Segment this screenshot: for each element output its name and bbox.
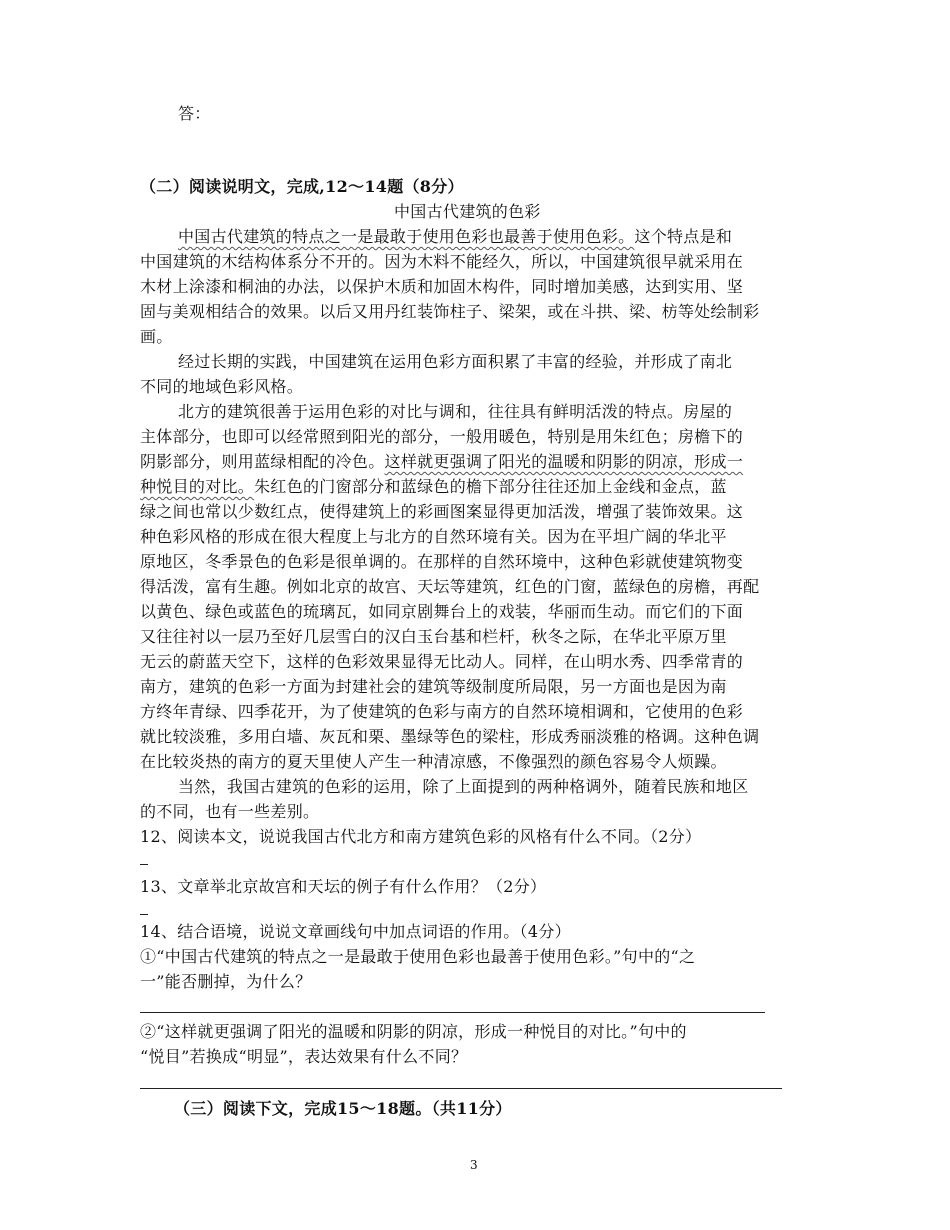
paragraph-3-line-12: 南方，建筑的色彩一方面为封建社会的建筑等级制度所局限，另一方面也是因为南 <box>140 677 727 696</box>
paragraph-4-line-2: 的不同，也有一些差别。 <box>140 802 320 821</box>
paragraph-3-line-2: 主体部分，也即可以经常照到阳光的部分，一般用暖色，特别是用朱红色；房檐下的 <box>140 427 744 446</box>
underlined-sentence-1: 中国古代建筑的特点之一是最敢于使用色彩也最善于使用色彩。 <box>178 227 635 246</box>
section3-heading: （三）阅读下文，完成15～18题。（共11分） <box>174 1099 512 1118</box>
answer-label: 答： <box>178 104 211 123</box>
paragraph-1-line-1: 中国古代建筑的特点之一是最敢于使用色彩也最善于使用色彩。这个特点是和 <box>178 227 733 246</box>
paragraph-3-line-4: 种悦目的对比。朱红色的门窗部分和蓝绿色的檐下部分往往还加上金线和金点，蓝 <box>140 477 727 496</box>
paragraph-3-line-3: 阴影部分，则用蓝绿相配的冷色。这样就更强调了阳光的温暖和阴影的阴凉，形成一 <box>140 452 744 471</box>
underlined-sentence-2a: 这样就更强调了阳光的温暖和阴影的阴凉，形成一 <box>384 452 744 471</box>
paragraph-3-line-7: 原地区，冬季景色的色彩是很单调的。在那样的自然环境中，这种色彩就使建筑物变 <box>140 552 744 571</box>
question-14: 14、结合语境，说说文章画线句中加点词语的作用。（4分） <box>140 922 571 941</box>
paragraph-3-line-13: 方终年青绿、四季花开，为了使建筑的色彩与南方的自然环境相调和，它使用的色彩 <box>140 702 744 721</box>
question-14-1-line-2: 一”能否删掉，为什么？ <box>140 972 312 991</box>
answer-blank-12[interactable] <box>140 864 148 865</box>
question-14-2-line-1: ②“这样就更强调了阳光的温暖和阴影的阴凉，形成一种悦目的对比。”句中的 <box>140 1022 687 1041</box>
paragraph-1-line-2: 中国建筑的木结构体系分不开的。因为木料不能经久，所以，中国建筑很早就采用在 <box>140 252 744 271</box>
question-14-2-line-2: “悦目”若换成“明显”，表达效果有什么不同？ <box>140 1047 468 1066</box>
paragraph-3-line-1: 北方的建筑很善于运用色彩的对比与调和，往往具有鲜明活泼的特点。房屋的 <box>178 402 733 421</box>
paragraph-3-line-6: 种色彩风格的形成在很大程度上与北方的自然环境有关。因为在平坦广阔的华北平 <box>140 527 727 546</box>
question-14-1-line-1: ①“中国古代建筑的特点之一是最敢于使用色彩也最善于使用色彩。”句中的“之 <box>140 947 696 966</box>
answer-line-14-1[interactable] <box>140 1012 765 1013</box>
paragraph-3-line-8: 得活泼，富有生趣。例如北京的故宫、天坛等建筑，红色的门窗，蓝绿色的房檐，再配 <box>140 577 760 596</box>
paragraph-1-line-3: 木材上涂漆和桐油的办法，以保护木质和加固木构件，同时增加美感，达到实用、坚 <box>140 277 744 296</box>
answer-line-14-2[interactable] <box>140 1088 782 1089</box>
section2-heading: （二）阅读说明文，完成,12～14题（8分） <box>140 177 464 196</box>
paragraph-3-line-14: 就比较淡雅，多用白墙、灰瓦和栗、墨绿等色的梁柱，形成秀丽淡雅的格调。这种色调 <box>140 727 760 746</box>
paragraph-1-line-5: 画。 <box>140 327 173 346</box>
page-number: 3 <box>470 1158 478 1172</box>
paragraph-3-line-11: 无云的蔚蓝天空下，这样的色彩效果显得无比动人。同样，在山明水秀、四季常青的 <box>140 652 744 671</box>
paragraph-2-line-2: 不同的地域色彩风格。 <box>140 377 304 396</box>
paragraph-3-line-5: 绿之间也常以少数红点，使得建筑上的彩画图案显得更加活泼，增强了装饰效果。这 <box>140 502 744 521</box>
question-12: 12、阅读本文，说说我国古代北方和南方建筑色彩的风格有什么不同。（2分） <box>140 827 702 846</box>
paragraph-3-line-15: 在比较炎热的南方的夏天里使人产生一种清凉感，不像强烈的颜色容易令人烦躁。 <box>140 752 727 771</box>
paragraph-3-line-10: 又往往衬以一层乃至好几层雪白的汉白玉台基和栏杆，秋冬之际，在华北平原万里 <box>140 627 727 646</box>
underlined-sentence-2b: 种悦目的对比。 <box>140 477 255 496</box>
article-title: 中国古代建筑的色彩 <box>394 202 541 221</box>
question-13: 13、文章举北京故宫和天坛的例子有什么作用？（2分） <box>140 877 547 896</box>
paragraph-3-line-9: 以黄色、绿色或蓝色的琉璃瓦，如同京剧舞台上的戏装，华丽而生动。而它们的下面 <box>140 602 744 621</box>
answer-blank-13[interactable] <box>140 914 148 915</box>
paragraph-1-line-4: 固与美观相结合的效果。以后又用丹红装饰柱子、梁架，或在斗拱、梁、枋等处绘制彩 <box>140 302 760 321</box>
paragraph-4-line-1: 当然，我国古建筑的色彩的运用，除了上面提到的两种格调外，随着民族和地区 <box>178 777 749 796</box>
paragraph-2-line-1: 经过长期的实践，中国建筑在运用色彩方面积累了丰富的经验，并形成了南北 <box>178 352 733 371</box>
